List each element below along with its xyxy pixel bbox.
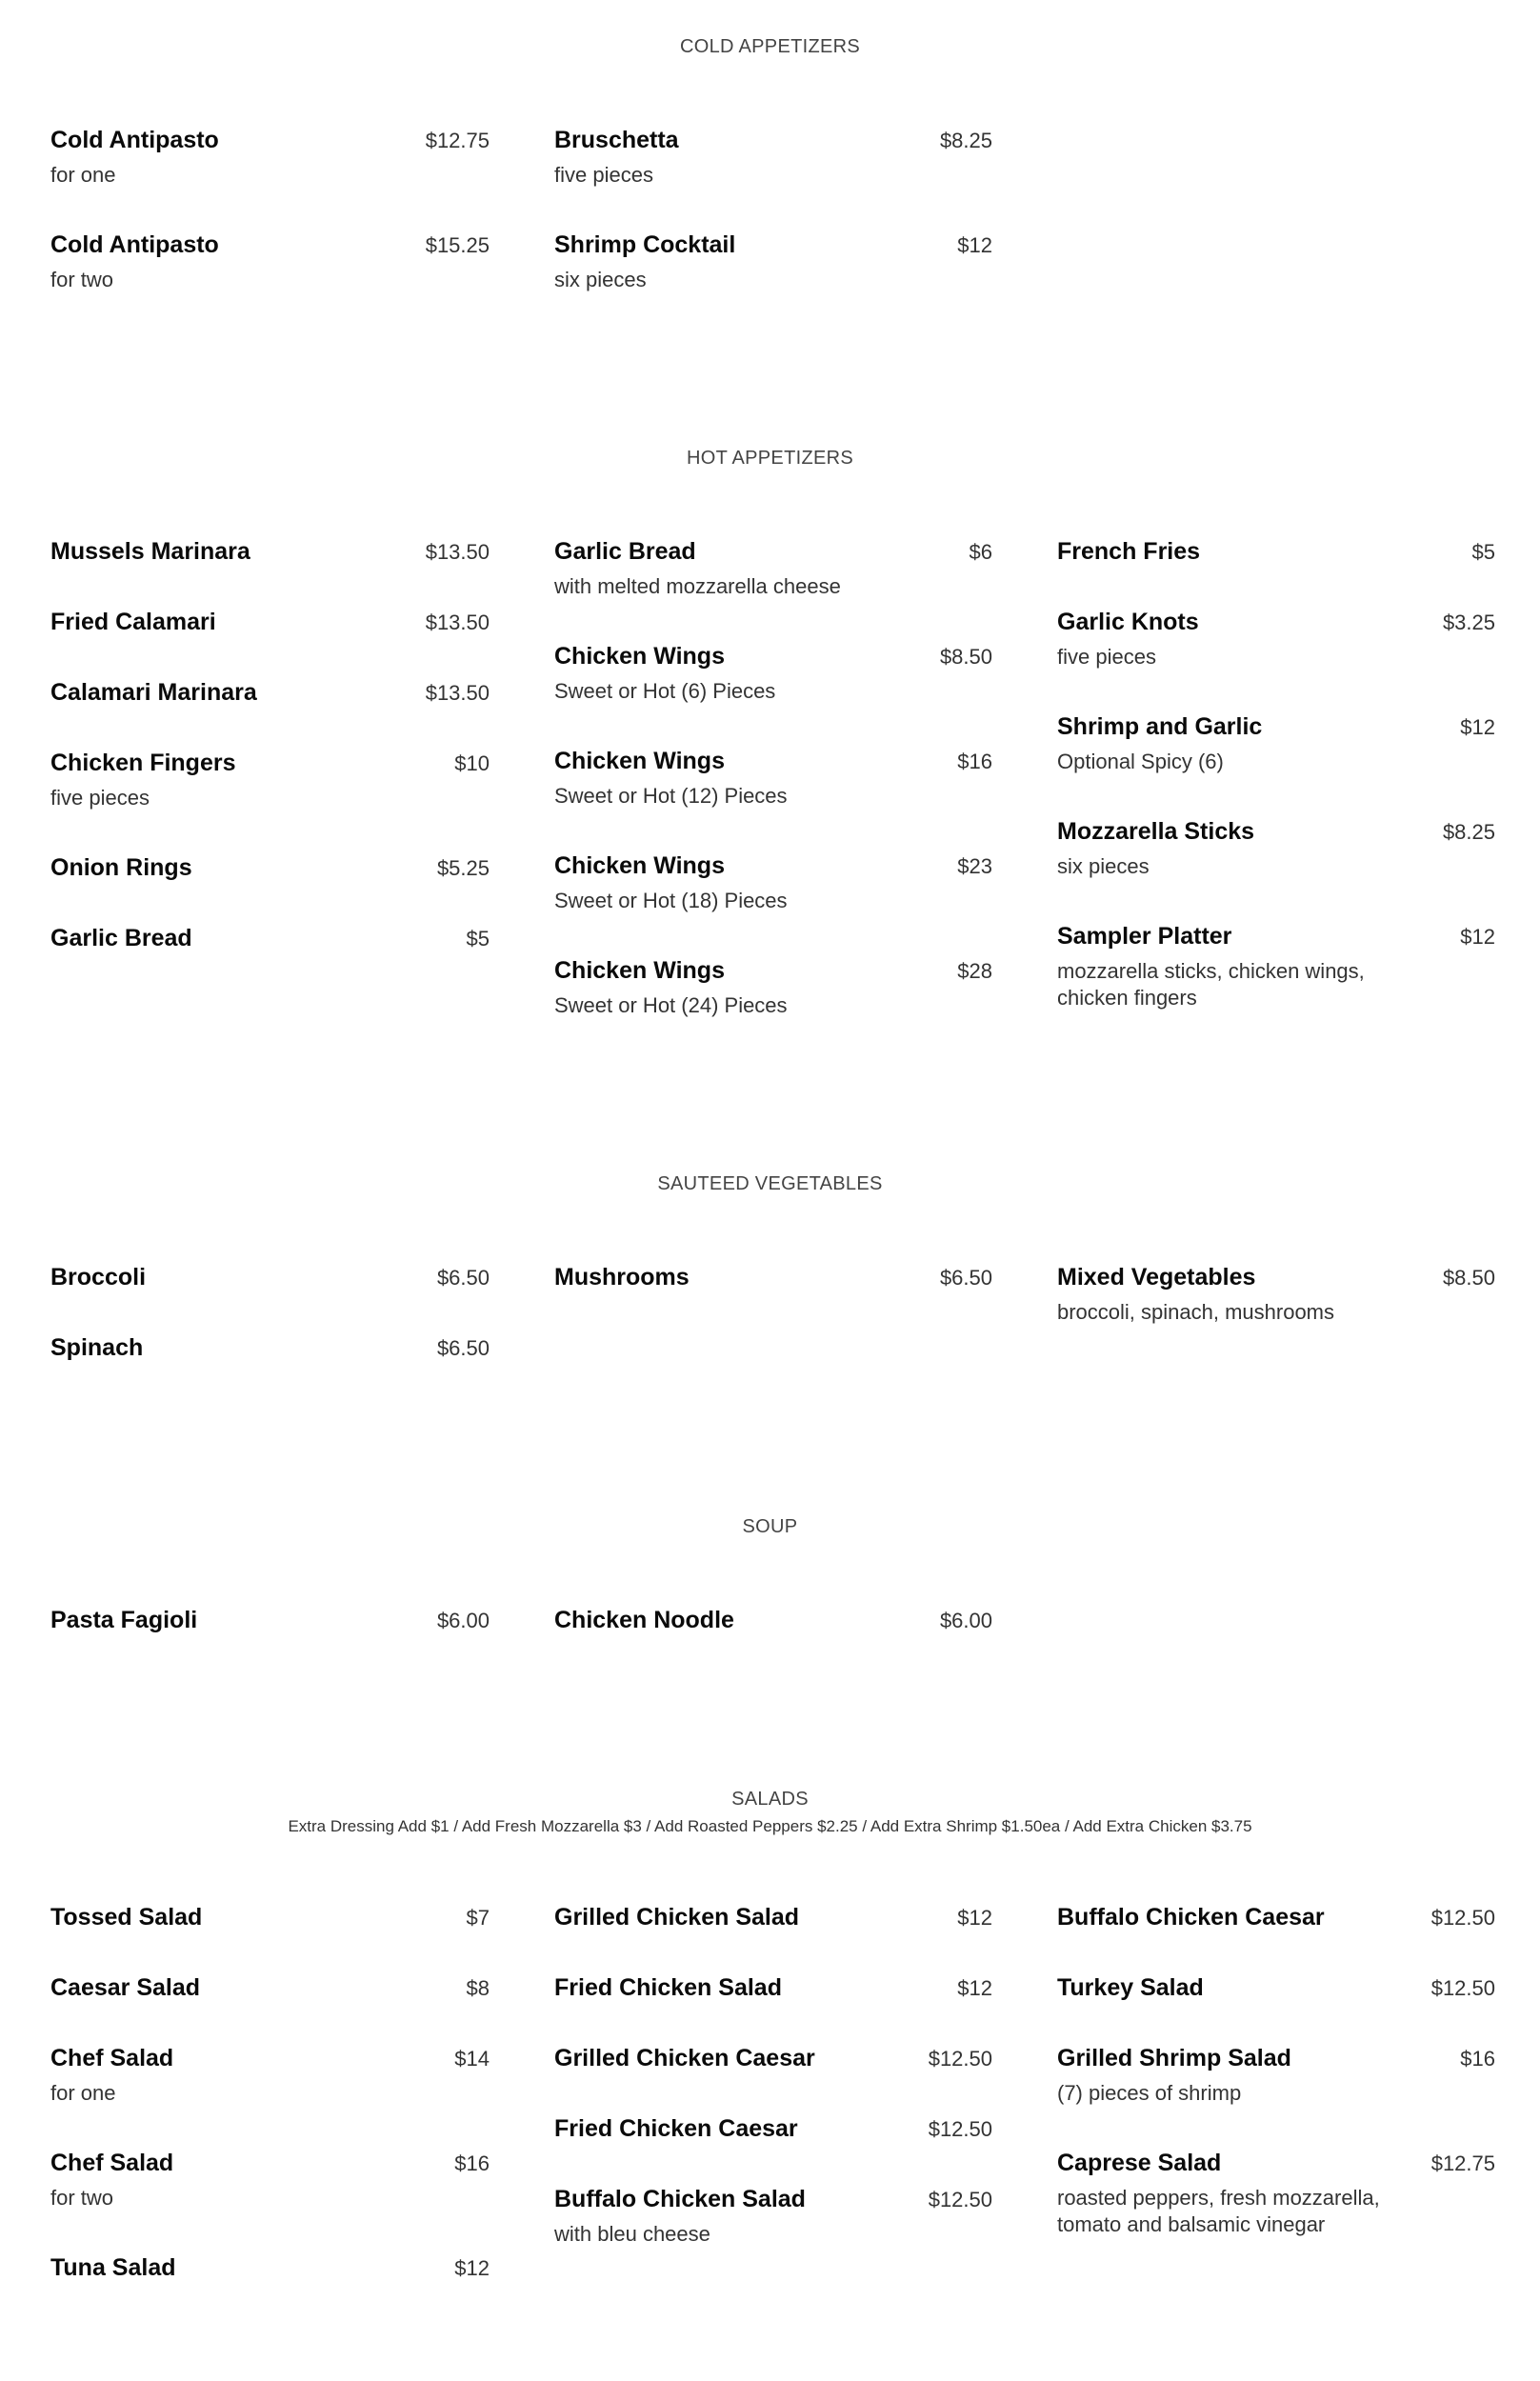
- item-price: $14: [454, 2047, 490, 2071]
- menu-item-row: [50, 608, 490, 636]
- menu-item: [1057, 712, 1495, 775]
- item-name: Tuna Salad: [50, 2254, 176, 2281]
- menu-column-1: [50, 1606, 490, 1676]
- item-name: Shrimp and Garlic: [1057, 713, 1263, 740]
- item-price: $12.75: [425, 129, 490, 152]
- menu-grid: [50, 1263, 1495, 1404]
- item-description: five pieces: [1057, 645, 1156, 669]
- menu-item-row: [554, 956, 992, 985]
- menu-item: [554, 2185, 992, 2248]
- menu-item: [554, 642, 992, 705]
- item-price: $12.50: [928, 2117, 992, 2141]
- menu-column-3: [1057, 537, 1495, 1053]
- menu-item-row: [50, 853, 490, 882]
- item-name: Grilled Chicken Caesar: [554, 2045, 815, 2071]
- section-heading: SOUP: [742, 1516, 798, 1537]
- menu-item-row: [50, 749, 490, 777]
- menu-column-3: [1057, 1263, 1495, 1368]
- menu-column-1: [50, 537, 490, 994]
- item-description: broccoli, spinach, mushrooms: [1057, 1300, 1335, 1324]
- menu-item: [1057, 537, 1495, 566]
- item-price: $6: [969, 540, 992, 564]
- menu-item: [554, 747, 992, 810]
- menu-item: [1057, 2044, 1495, 2107]
- menu-column-1: [50, 1263, 490, 1404]
- menu-item: [554, 1973, 992, 2002]
- item-name: Tossed Salad: [50, 1904, 203, 1931]
- menu-column-2: [554, 537, 992, 1061]
- menu-item-row: [554, 2044, 992, 2072]
- menu-column-1: [50, 126, 490, 335]
- item-name: Chef Salad: [50, 2045, 174, 2071]
- menu-item-row: [1057, 922, 1495, 950]
- item-price: $7: [466, 1906, 490, 1930]
- item-description: five pieces: [50, 786, 150, 810]
- item-name: Chef Salad: [50, 2150, 174, 2176]
- item-name: Buffalo Chicken Caesar: [1057, 1904, 1325, 1931]
- item-price: $6.50: [436, 1266, 490, 1290]
- item-price: $12.50: [1430, 1906, 1495, 1930]
- item-price: $6.50: [436, 1336, 490, 1360]
- menu-item-row: [50, 126, 490, 154]
- menu-item: [50, 749, 490, 811]
- item-name: Onion Rings: [50, 854, 192, 881]
- item-price: $12.75: [1430, 2151, 1495, 2175]
- item-price: $12: [1460, 715, 1495, 739]
- item-price: $23: [957, 854, 992, 878]
- item-name: Sampler Platter: [1057, 923, 1232, 950]
- menu-item-row: [50, 678, 490, 707]
- menu-section-soup: [50, 1512, 1495, 1676]
- item-name: Garlic Knots: [1057, 609, 1199, 635]
- item-description: five pieces: [554, 163, 653, 187]
- menu-item: [1057, 2149, 1495, 2238]
- item-description: for two: [50, 2186, 114, 2210]
- menu-section-cold-appetizers: [50, 32, 1495, 335]
- menu-item: [50, 2149, 490, 2211]
- menu-item-row: [554, 851, 992, 880]
- menu-item-row: [50, 1903, 490, 1931]
- menu-item-row: [554, 2114, 992, 2143]
- menu-item: [50, 853, 490, 882]
- section-heading: SALADS: [731, 1789, 809, 1810]
- menu-item-row: [50, 2253, 490, 2282]
- item-name: Bruschetta: [554, 127, 679, 153]
- menu-item-row: [1057, 1263, 1495, 1291]
- item-price: $12: [454, 2256, 490, 2280]
- item-name: Garlic Bread: [554, 538, 696, 565]
- menu-item: [50, 230, 490, 293]
- menu-item-row: [50, 1973, 490, 2002]
- item-name: Mushrooms: [554, 1264, 690, 1291]
- menu-item-row: [50, 2149, 490, 2177]
- menu-item-row: [50, 1606, 490, 1634]
- item-description: Sweet or Hot (12) Pieces: [554, 784, 788, 808]
- menu-item: [50, 924, 490, 952]
- item-price: $13.50: [425, 540, 490, 564]
- menu-section-hot-appetizers: [50, 444, 1495, 1061]
- menu-item-row: [50, 230, 490, 259]
- menu-item: [50, 1606, 490, 1634]
- menu-item: [1057, 1973, 1495, 2002]
- menu-column-2: [554, 126, 992, 335]
- menu-item-row: [554, 1903, 992, 1931]
- menu-item: [50, 537, 490, 566]
- item-description: roasted peppers, fresh mozzarella, tomato and balsamic vinegar: [1057, 2186, 1380, 2236]
- item-name: Caesar Salad: [50, 1974, 201, 2001]
- item-name: Chicken Wings: [554, 748, 725, 774]
- item-price: $8.25: [1442, 820, 1495, 844]
- menu-item: [1057, 817, 1495, 880]
- menu-item: [50, 2044, 490, 2107]
- item-name: Chicken Fingers: [50, 750, 236, 776]
- menu-item-row: [554, 2185, 992, 2213]
- menu-grid: [50, 126, 1495, 335]
- item-name: Broccoli: [50, 1264, 147, 1291]
- menu-item: [554, 1903, 992, 1931]
- item-name: Grilled Shrimp Salad: [1057, 2045, 1291, 2071]
- item-name: Garlic Bread: [50, 925, 192, 951]
- item-name: Grilled Chicken Salad: [554, 1904, 800, 1931]
- item-name: Mozzarella Sticks: [1057, 818, 1255, 845]
- menu-item: [50, 2253, 490, 2282]
- item-name: Cold Antipasto: [50, 127, 219, 153]
- menu-item: [1057, 1263, 1495, 1326]
- item-price: $6.00: [436, 1609, 490, 1632]
- menu-item-row: [1057, 537, 1495, 566]
- item-price: $8.25: [939, 129, 992, 152]
- menu-item-row: [1057, 608, 1495, 636]
- item-name: Calamari Marinara: [50, 679, 257, 706]
- item-name: Spinach: [50, 1334, 144, 1361]
- item-price: $12.50: [1430, 1976, 1495, 2000]
- section-heading: COLD APPETIZERS: [680, 36, 860, 57]
- item-description: with melted mozzarella cheese: [554, 574, 841, 598]
- menu-item-row: [554, 537, 992, 566]
- menu-item: [50, 1903, 490, 1931]
- menu-item-row: [1057, 817, 1495, 846]
- menu-item-row: [50, 537, 490, 566]
- item-price: $5.25: [436, 856, 490, 880]
- menu-item: [554, 1606, 992, 1634]
- menu-item: [554, 2044, 992, 2072]
- item-price: $13.50: [425, 610, 490, 634]
- item-description: Sweet or Hot (6) Pieces: [554, 679, 776, 703]
- item-name: Fried Calamari: [50, 609, 216, 635]
- menu-column-2: [554, 1903, 992, 2290]
- item-price: $13.50: [425, 681, 490, 705]
- item-name: Fried Chicken Salad: [554, 1974, 782, 2001]
- item-price: $12: [957, 1906, 992, 1930]
- menu-column-2: [554, 1263, 992, 1333]
- menu-item-row: [50, 1333, 490, 1362]
- menu-item-row: [50, 1263, 490, 1291]
- menu-item: [50, 608, 490, 636]
- item-price: $10: [454, 751, 490, 775]
- item-name: Mixed Vegetables: [1057, 1264, 1256, 1291]
- menu-item: [50, 1263, 490, 1291]
- menu-item: [554, 537, 992, 600]
- menu-item: [554, 956, 992, 1019]
- item-description: six pieces: [1057, 854, 1150, 878]
- item-name: Buffalo Chicken Salad: [554, 2186, 806, 2212]
- item-price: $8: [466, 1976, 490, 2000]
- menu-column-3: [1057, 1903, 1495, 2280]
- menu-section-salads: [50, 1785, 1495, 2324]
- item-description: mozzarella sticks, chicken wings, chicken fingers: [1057, 959, 1365, 1010]
- item-price: $5: [466, 927, 490, 950]
- menu-item-row: [50, 2044, 490, 2072]
- menu-column-2: [554, 1606, 992, 1676]
- item-name: Turkey Salad: [1057, 1974, 1204, 2001]
- menu-item: [50, 1333, 490, 1362]
- menu-item-row: [554, 1263, 992, 1291]
- menu-item: [554, 126, 992, 189]
- menu-item-row: [554, 126, 992, 154]
- menu-item: [50, 126, 490, 189]
- item-description: for one: [50, 2081, 116, 2105]
- menu-item-row: [50, 924, 490, 952]
- menu-item-row: [554, 1973, 992, 2002]
- item-description: with bleu cheese: [554, 2222, 710, 2246]
- item-name: Shrimp Cocktail: [554, 231, 736, 258]
- item-price: $6.50: [939, 1266, 992, 1290]
- item-price: $16: [1460, 2047, 1495, 2071]
- item-name: French Fries: [1057, 538, 1201, 565]
- item-name: Chicken Noodle: [554, 1607, 734, 1633]
- item-price: $12: [957, 233, 992, 257]
- section-heading: SAUTEED VEGETABLES: [657, 1173, 883, 1194]
- menu-item: [554, 230, 992, 293]
- item-description: (7) pieces of shrimp: [1057, 2081, 1242, 2105]
- item-price: $16: [454, 2151, 490, 2175]
- menu-grid: [50, 1606, 1495, 1676]
- menu-grid: [50, 537, 1495, 1061]
- item-name: Cold Antipasto: [50, 231, 219, 258]
- section-note: Extra Dressing Add $1 / Add Fresh Mozzarella $3 / Add Roasted Peppers $2.25 / Add Extra Shrimp $1.50ea / Add Extra Chicken $3.75: [288, 1817, 1252, 1835]
- menu-item-row: [1057, 712, 1495, 741]
- item-description: for two: [50, 268, 114, 291]
- item-name: Chicken Wings: [554, 852, 725, 879]
- item-price: $12: [1460, 925, 1495, 949]
- item-price: $16: [957, 750, 992, 773]
- item-price: $15.25: [425, 233, 490, 257]
- item-price: $8.50: [939, 645, 992, 669]
- item-name: Caprese Salad: [1057, 2150, 1222, 2176]
- menu-item-row: [554, 642, 992, 670]
- item-description: Optional Spicy (6): [1057, 750, 1224, 773]
- menu-item: [1057, 1903, 1495, 1931]
- menu-item: [50, 678, 490, 707]
- menu-item-row: [554, 747, 992, 775]
- menu-item: [50, 1973, 490, 2002]
- menu-item-row: [1057, 2149, 1495, 2177]
- item-name: Mussels Marinara: [50, 538, 250, 565]
- menu-grid: [50, 1903, 1495, 2324]
- item-name: Pasta Fagioli: [50, 1607, 198, 1633]
- item-price: $3.25: [1442, 610, 1495, 634]
- section-heading: HOT APPETIZERS: [687, 448, 853, 469]
- menu-item: [1057, 922, 1495, 1011]
- item-description: six pieces: [554, 268, 647, 291]
- item-description: Sweet or Hot (24) Pieces: [554, 993, 788, 1017]
- item-name: Fried Chicken Caesar: [554, 2115, 798, 2142]
- menu-column-1: [50, 1903, 490, 2324]
- item-price: $28: [957, 959, 992, 983]
- menu-item: [554, 1263, 992, 1291]
- menu-item-row: [1057, 1973, 1495, 2002]
- menu-item-row: [554, 1606, 992, 1634]
- item-price: $12: [957, 1976, 992, 2000]
- menu-item-row: [1057, 1903, 1495, 1931]
- menu-item: [554, 2114, 992, 2143]
- item-name: Chicken Wings: [554, 643, 725, 670]
- menu-item-row: [1057, 2044, 1495, 2072]
- item-price: $5: [1471, 540, 1495, 564]
- item-description: Sweet or Hot (18) Pieces: [554, 889, 788, 912]
- item-name: Chicken Wings: [554, 957, 725, 984]
- menu-item: [1057, 608, 1495, 670]
- menu-section-sauteed-vegetables: [50, 1170, 1495, 1404]
- item-price: $12.50: [928, 2047, 992, 2071]
- item-description: for one: [50, 163, 116, 187]
- menu-item: [554, 851, 992, 914]
- item-price: $6.00: [939, 1609, 992, 1632]
- menu-item-row: [554, 230, 992, 259]
- item-price: $12.50: [928, 2188, 992, 2211]
- item-price: $8.50: [1442, 1266, 1495, 1290]
